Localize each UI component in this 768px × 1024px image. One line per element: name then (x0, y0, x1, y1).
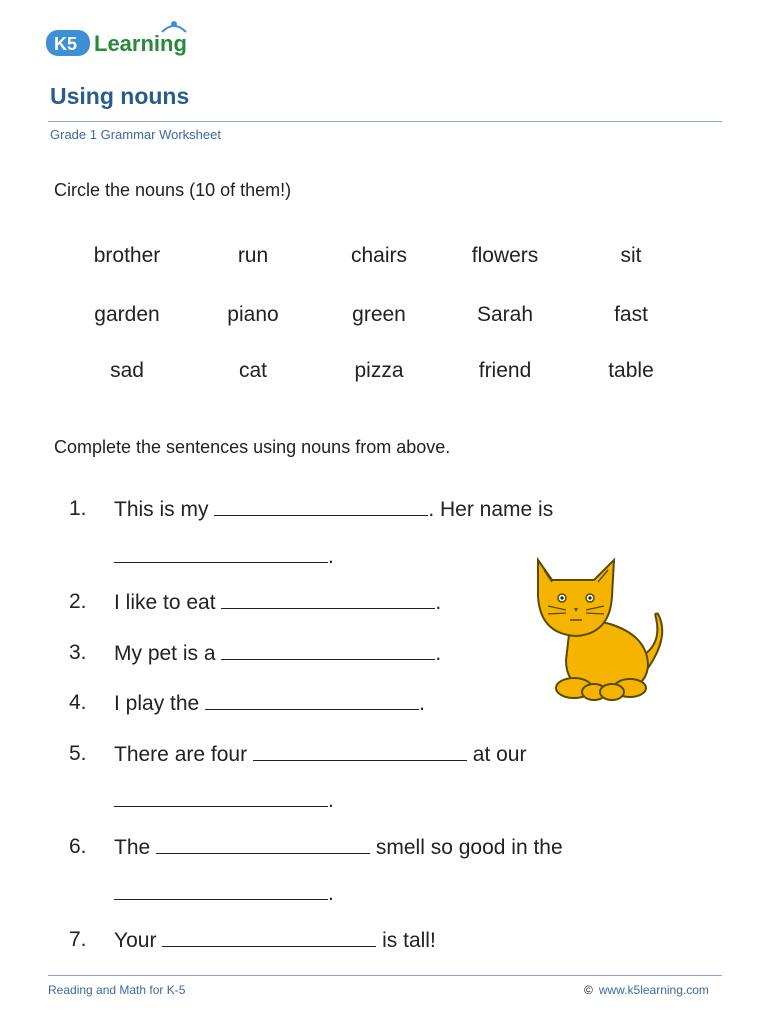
word-item[interactable]: flowers (471, 244, 539, 267)
question-line (114, 641, 441, 666)
footer-divider (48, 975, 722, 976)
answer-blank[interactable] (221, 641, 435, 660)
question-number: 1. (69, 497, 87, 520)
word-item[interactable]: fast (614, 303, 648, 326)
page-title: Using nouns (50, 83, 190, 109)
question-number: 3. (69, 641, 87, 664)
word-item[interactable]: cat (238, 359, 267, 382)
svg-text:K5: K5 (54, 34, 78, 54)
question-line (114, 590, 441, 615)
question-text: at our (472, 743, 527, 766)
question-text: There are four (114, 743, 248, 766)
question-text: . (435, 591, 442, 614)
question-line (114, 497, 553, 522)
question-number: 6. (69, 835, 87, 858)
header-divider (48, 121, 722, 122)
word-item[interactable]: chairs (350, 244, 408, 267)
copyright-symbol: © (584, 983, 593, 997)
question-number: 4. (69, 691, 87, 714)
question-text: . (435, 642, 442, 665)
word-item[interactable]: run (237, 244, 269, 267)
question-text: . Her name is (428, 498, 554, 521)
question-line (114, 881, 334, 906)
answer-blank[interactable] (114, 544, 328, 563)
question-text: . (328, 789, 334, 812)
answer-blank[interactable] (114, 788, 328, 807)
question-text: is tall! (382, 929, 436, 952)
website-link[interactable]: www.k5learning.com (598, 983, 709, 997)
question-line (114, 928, 436, 953)
svg-text:Learning: Learning (94, 31, 187, 56)
word-item[interactable]: Sarah (476, 303, 534, 326)
k5-learning-logo (44, 18, 214, 66)
question-text: . (328, 545, 334, 568)
word-item[interactable]: sad (110, 359, 144, 382)
footer-website[interactable] (584, 983, 709, 997)
question-text: My pet is a (114, 642, 216, 665)
question-text: The (114, 836, 151, 859)
question-text: . (328, 882, 334, 905)
answer-blank[interactable] (205, 691, 419, 710)
word-item[interactable]: piano (227, 303, 279, 326)
page-subtitle: Grade 1 Grammar Worksheet (50, 127, 221, 142)
answer-blank[interactable] (114, 881, 328, 900)
answer-blank[interactable] (162, 928, 376, 947)
question-line (114, 788, 334, 813)
question-text: . (419, 692, 425, 715)
answer-blank[interactable] (214, 497, 428, 516)
word-item[interactable]: pizza (354, 359, 404, 382)
circle-instruction: Circle the nouns (10 of them!) (54, 180, 292, 200)
question-text: smell so good in the (375, 836, 563, 859)
answer-blank[interactable] (253, 742, 467, 761)
word-item[interactable]: garden (94, 303, 160, 326)
question-number: 2. (69, 590, 87, 613)
footer-tagline: Reading and Math for K-5 (48, 983, 186, 997)
question-text: This is my (114, 498, 209, 521)
word-item[interactable]: brother (93, 244, 161, 267)
word-item[interactable]: friend (478, 359, 532, 382)
question-text: Your (114, 929, 157, 952)
answer-blank[interactable] (221, 590, 435, 609)
question-line (114, 544, 334, 569)
answer-blank[interactable] (156, 835, 370, 854)
question-line (114, 691, 425, 716)
complete-instruction: Complete the sentences using nouns from above. (54, 437, 451, 457)
cat-icon (530, 556, 670, 706)
question-number: 7. (69, 928, 87, 951)
question-text: I play the (114, 692, 200, 715)
question-number: 5. (69, 742, 87, 765)
word-item[interactable]: sit (620, 244, 642, 267)
question-line (114, 835, 563, 860)
question-text: I like to eat (114, 591, 216, 614)
word-item[interactable]: table (608, 359, 654, 382)
question-line (114, 742, 526, 767)
word-item[interactable]: green (352, 303, 406, 326)
